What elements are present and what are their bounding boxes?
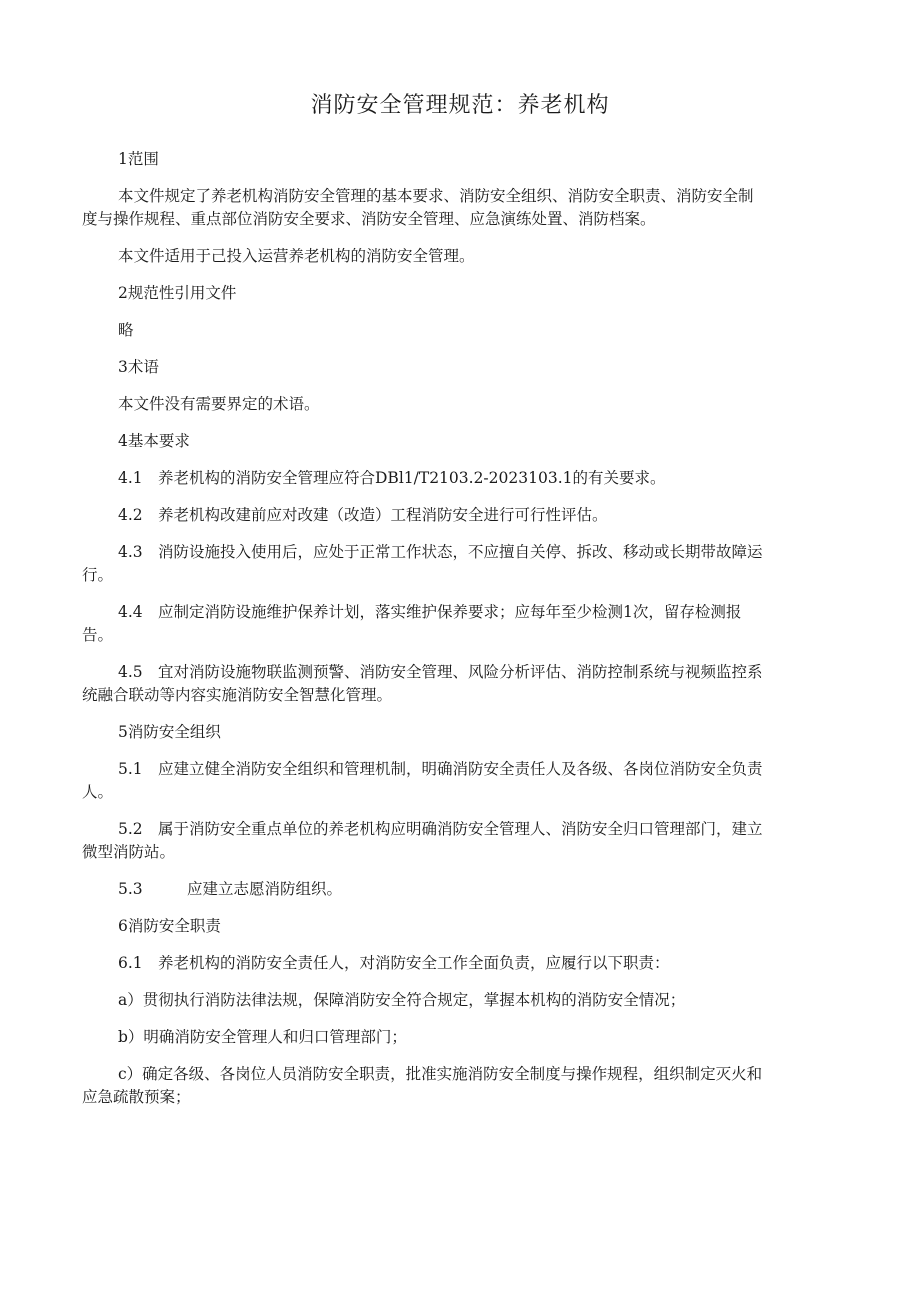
clause-4-1 bbox=[118, 467, 830, 490]
section-heading-scope: 1范围 bbox=[118, 150, 159, 168]
clause-4-3 bbox=[118, 541, 830, 564]
clause-5-2 bbox=[118, 818, 830, 841]
list-item-c-continuation: 应急疏散预案； bbox=[82, 1088, 191, 1106]
clause-4-2 bbox=[118, 504, 830, 527]
clause-4-5 bbox=[118, 661, 830, 684]
clause-text: 属于消防安全重点单位的养老机构应明确消防安全管理人、消防安全归口管理部门，建立 bbox=[158, 820, 763, 838]
clause-number: 5.3 bbox=[118, 880, 143, 898]
clause-text: 应建立志愿消防组织。 bbox=[187, 880, 343, 898]
document-title: 消防安全管理规范：养老机构 bbox=[310, 93, 610, 118]
list-item-b: b）明确消防安全管理人和归口管理部门； bbox=[118, 1028, 407, 1046]
clause-text: 养老机构改建前应对改建（改造）工程消防安全进行可行性评估。 bbox=[158, 506, 608, 524]
clause-number: 4.3 bbox=[118, 543, 143, 561]
paragraph-scope-2: 本文件适用于己投入运营养老机构的消防安全管理。 bbox=[118, 247, 475, 265]
paragraph-scope-1-continuation bbox=[82, 208, 830, 231]
clause-text: 宜对消防设施物联监测预警、消防安全管理、风险分析评估、消防控制系统与视频监控系 bbox=[158, 663, 763, 681]
clause-number: 5.2 bbox=[118, 820, 143, 838]
document-body bbox=[82, 148, 830, 1109]
clause-number: 4.5 bbox=[118, 663, 143, 681]
clause-4-4 bbox=[118, 601, 830, 624]
section-heading-terms: 3术语 bbox=[118, 358, 159, 376]
clause-number: 4.4 bbox=[118, 603, 143, 621]
clause-number: 5.1 bbox=[118, 760, 143, 778]
clause-5-2-continuation: 微型消防站。 bbox=[82, 843, 176, 861]
section-heading-responsibilities: 6消防安全职责 bbox=[118, 917, 221, 935]
section-heading-normative-references: 2规范性引用文件 bbox=[118, 284, 237, 302]
clause-4-4-continuation: 告。 bbox=[82, 626, 114, 644]
list-item-a: a）贯彻执行消防法律法规，保障消防安全符合规定，掌握本机构的消防安全情况； bbox=[118, 991, 686, 1009]
clause-number: 4.1 bbox=[118, 469, 143, 487]
clause-4-5-continuation: 统融合联动等内容实施消防安全智慧化管理。 bbox=[82, 686, 393, 704]
clause-number: 6.1 bbox=[118, 954, 143, 972]
clause-5-3 bbox=[118, 878, 830, 901]
clause-text: 养老机构的消防安全管理应符合DBl1/T2103.2-2023103.1的有关要求。 bbox=[158, 469, 666, 487]
paragraph-normative-references: 略 bbox=[118, 321, 134, 339]
clause-text: 应制定消防设施维护保养计划，落实维护保养要求；应每年至少检测1次，留存检测报 bbox=[158, 603, 742, 621]
clause-4-3-continuation: 行。 bbox=[82, 566, 114, 584]
list-item-c: c）确定各级、各岗位人员消防安全职责，批准实施消防安全制度与操作规程，组织制定灭火和 bbox=[118, 1065, 763, 1083]
clause-5-1 bbox=[118, 758, 830, 781]
clause-number: 4.2 bbox=[118, 506, 143, 524]
section-heading-organization: 5消防安全组织 bbox=[118, 723, 221, 741]
paragraph-terms: 本文件没有需要界定的术语。 bbox=[118, 395, 320, 413]
clause-6-1 bbox=[118, 952, 830, 975]
clause-text: 应建立健全消防安全组织和管理机制，明确消防安全责任人及各级、各岗位消防安全负责 bbox=[158, 760, 763, 778]
clause-text: 养老机构的消防安全责任人，对消防安全工作全面负责，应履行以下职责： bbox=[158, 954, 670, 972]
clause-5-1-continuation: 人。 bbox=[82, 783, 114, 801]
paragraph-scope-1-line1: 本文件规定了养老机构消防安全管理的基本要求、消防安全组织、消防安全职责、消防安全制 bbox=[118, 187, 754, 205]
section-heading-basic-requirements: 4基本要求 bbox=[118, 432, 190, 450]
clause-text: 消防设施投入使用后，应处于正常工作状态，不应擅自关停、拆改、移动或长期带故障运 bbox=[158, 543, 763, 561]
paragraph-scope-1-line2: 度与操作规程、重点部位消防安全要求、消防安全管理、应急演练处置、消防档案。 bbox=[82, 210, 656, 228]
paragraph-scope-1 bbox=[118, 185, 830, 208]
